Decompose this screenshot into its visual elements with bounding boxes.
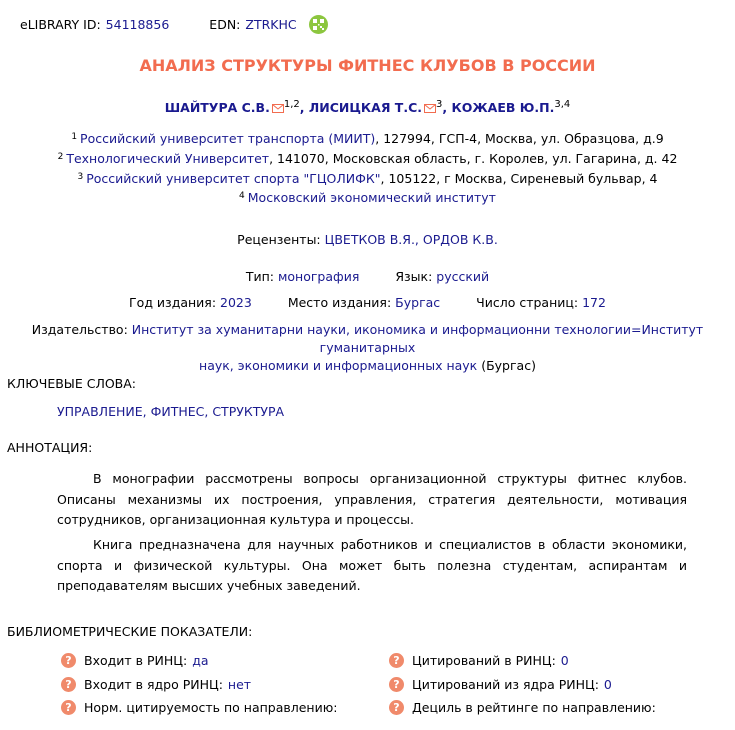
bib-label: Входит в ядро РИНЦ: (84, 677, 223, 692)
author-affiliation-sup: 3,4 (554, 99, 571, 110)
authors-line: ШАЙТУРА С.В. $^{1,2}$, ЛИСИЦКАЯ Т.С. $^3$, КОЖАЕВ Ю.П.$^{3,4}$ (164, 99, 571, 116)
bib-item (61, 653, 209, 668)
affiliation-line (0, 171, 735, 186)
help-icon[interactable]: ? (61, 700, 76, 715)
email-icon[interactable] (424, 101, 436, 116)
bib-label: Цитирований в РИНЦ: (412, 653, 556, 668)
type-value: монография (277, 269, 360, 284)
publisher-block (0, 321, 735, 375)
bib-value: нет (227, 677, 252, 692)
help-icon[interactable]: ? (389, 653, 404, 668)
publication-title: АНАЛИЗ СТРУКТУРЫ ФИТНЕС КЛУБОВ В РОССИИ (139, 56, 596, 75)
author-affiliation-sup: 1,2 (283, 99, 300, 110)
help-icon[interactable]: ? (389, 700, 404, 715)
bib-item (61, 677, 251, 692)
place-value: Бургас (395, 295, 441, 310)
keywords-list: УПРАВЛЕНИЕ, ФИТНЕС, СТРУКТУРА (57, 404, 285, 419)
author-affiliation-sup: 3 (436, 99, 443, 110)
keyword-link[interactable]: ФИТНЕС (150, 404, 205, 419)
help-icon[interactable]: ? (61, 653, 76, 668)
bibliometrics-heading: БИБЛИОМЕТРИЧЕСКИЕ ПОКАЗАТЕЛИ: (7, 624, 253, 639)
type-label: Тип: (245, 269, 274, 284)
publisher-label: Издательство: (31, 322, 128, 337)
author-link[interactable]: ШАЙТУРА С.В. (164, 100, 270, 116)
bib-value[interactable]: 0 (603, 677, 612, 692)
year-place-pages-line (0, 295, 735, 310)
keywords-heading: КЛЮЧЕВЫЕ СЛОВА: (7, 376, 137, 391)
elibrary-id-value: 54118856 (105, 16, 170, 32)
bib-label: Дециль в рейтинге по направлению: (412, 700, 656, 715)
qr-code-icon[interactable] (309, 15, 328, 34)
edn-label: EDN: (209, 16, 241, 32)
bib-label: Входит в РИНЦ: (84, 653, 188, 668)
author-link[interactable]: КОЖАЕВ Ю.П. (451, 100, 555, 116)
affiliation-address: , 105122, г Москва, Сиреневый бульвар, 4 (380, 171, 658, 186)
bib-item (389, 677, 612, 692)
place-label: Место издания: (287, 295, 392, 310)
reviewers-line (0, 232, 735, 247)
affiliation-number: 4 (239, 191, 245, 201)
keyword-link[interactable]: УПРАВЛЕНИЕ (57, 404, 143, 419)
help-icon[interactable]: ? (389, 677, 404, 692)
bib-item (389, 700, 661, 715)
annotation-heading: АННОТАЦИЯ: (7, 440, 93, 455)
affiliation-line (0, 190, 735, 205)
affiliation-number: 2 (57, 152, 64, 162)
affiliation-address: , 141070, Московская область, г. Королев, ул. Гагарина, д. 42 (269, 151, 678, 166)
type-language-line (0, 269, 735, 284)
reviewers-value[interactable]: ЦВЕТКОВ В.Я., ОРДОВ К.В. (324, 232, 498, 247)
email-icon[interactable] (272, 101, 284, 116)
author-link[interactable]: ЛИСИЦКАЯ Т.С. (308, 100, 423, 116)
affiliation-link[interactable]: Московский экономический институт (247, 190, 496, 205)
bib-value[interactable]: 0 (560, 653, 569, 668)
affiliation-link[interactable]: Российский университет транспорта (МИИТ) (80, 131, 376, 146)
elibrary-id-label: eLIBRARY ID: (20, 16, 101, 32)
affiliation-line (0, 151, 735, 166)
publisher-link-cont[interactable]: наук, экономики и информационных наук (199, 358, 478, 373)
affiliation-link[interactable]: Технологический Университет (66, 151, 270, 166)
keyword-link[interactable]: СТРУКТУРА (212, 404, 285, 419)
bib-label: Цитирований из ядра РИНЦ: (412, 677, 599, 692)
pages-value: 172 (582, 295, 606, 310)
annotation-paragraph: В монографии рассмотрены вопросы организационной структуры фитнес клубов. Описаны механизмы их построения, управления, стратегия деятельности, мотивация сотрудников, организационная культура и процессы. (57, 471, 687, 527)
affiliation-number: 3 (77, 172, 84, 182)
record-id-line (20, 12, 328, 36)
affiliation-number: 1 (71, 132, 78, 142)
year-value: 2023 (220, 295, 252, 310)
annotation-paragraph: Книга предназначена для научных работников и специалистов в области экономики, спорта и физической культуры. Она может быть полезна студентам, аспирантам и преподавателям высших учебных заведений. (57, 537, 687, 593)
help-icon[interactable]: ? (61, 677, 76, 692)
bib-item (389, 653, 569, 668)
bib-item (61, 700, 342, 715)
edn-value[interactable]: ZTRKHC (245, 16, 297, 32)
pages-label: Число страниц: (476, 295, 579, 310)
affiliation-address: , 127994, ГСП-4, Москва, ул. Образцова, д.9 (375, 131, 664, 146)
bib-value: да (192, 653, 209, 668)
affiliation-line (0, 131, 735, 146)
year-label: Год издания: (129, 295, 217, 310)
affiliation-link[interactable]: Российский университет спорта "ГЦОЛИФК" (86, 171, 381, 186)
bib-label: Норм. цитируемость по направлению: (84, 700, 338, 715)
publisher-city: (Бургас) (477, 358, 536, 373)
publisher-link[interactable]: Институт за хуманитарни науки, икономика и информационни технологии=Институт гуманитарных (131, 322, 704, 355)
reviewers-label: Рецензенты: (237, 232, 321, 247)
language-label: Язык: (395, 269, 433, 284)
language-value: русский (436, 269, 490, 284)
